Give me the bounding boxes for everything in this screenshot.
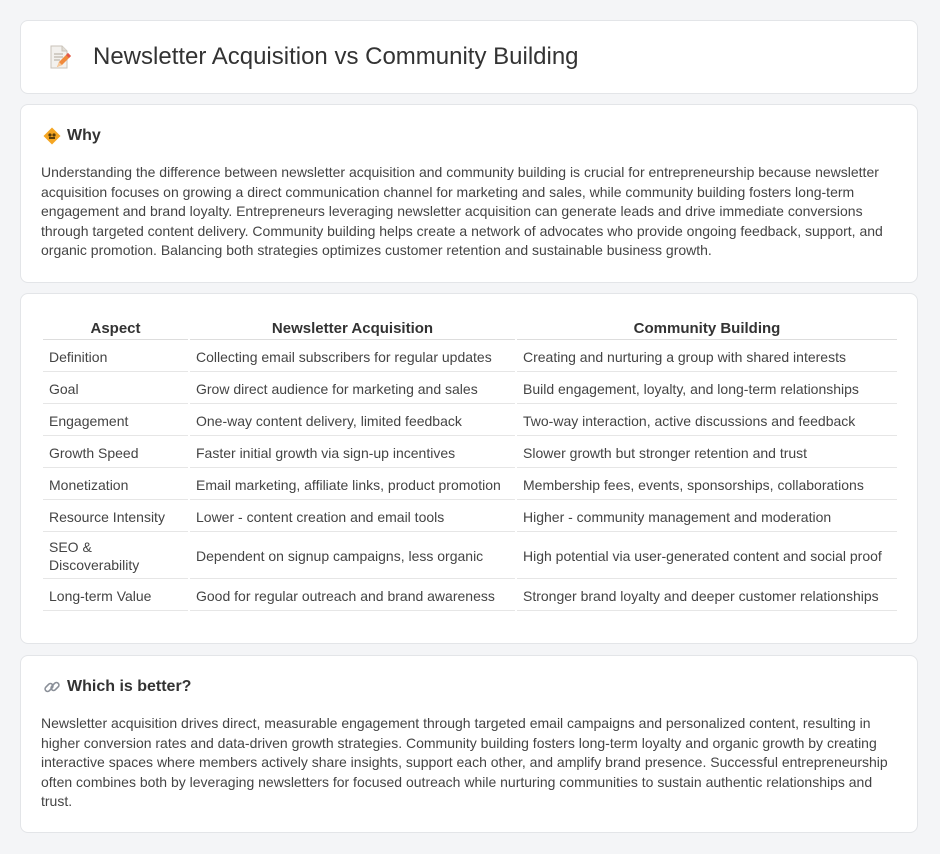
column-header: Community Building (517, 316, 897, 340)
which-better-section (20, 655, 918, 833)
table-cell: Email marketing, affiliate links, product promotion (190, 470, 515, 500)
table-row (43, 374, 897, 404)
table-row (43, 406, 897, 436)
which-better-heading: Which is better? (67, 678, 192, 695)
table-header-row (43, 316, 897, 340)
table-cell: Build engagement, loyalty, and long-term relationships (517, 374, 897, 404)
table-cell: One-way content delivery, limited feedback (190, 406, 515, 436)
table-cell: Growth Speed (43, 438, 188, 468)
table-row (43, 342, 897, 372)
why-heading: Why (67, 127, 101, 144)
table-cell: Stronger brand loyalty and deeper customer relationships (517, 581, 897, 611)
table-cell: Higher - community management and moderation (517, 502, 897, 532)
why-section (20, 104, 918, 283)
table-row (43, 438, 897, 468)
table-cell: Membership fees, events, sponsorships, collaborations (517, 470, 897, 500)
column-header: Aspect (43, 316, 188, 340)
table-cell: Dependent on signup campaigns, less organic (190, 534, 515, 579)
comparison-card (20, 293, 918, 644)
why-paragraph: Understanding the difference between newsletter acquisition and community building is crucial for entrepreneurship because newsletter acquisition focuses on growing a direct communication channel for marketing and sales, while community building fosters long-term engagement and brand loyalty. Entrepreneurs leveraging newsletter acquisition can generate leads and drive immediate conversions through targeted content delivery. Community building helps create a network of advocates who provide ongoing feedback, support, and organic promotion. Balancing both strategies optimizes customer retention and sustainable business growth. (41, 164, 883, 259)
diamond-sign-icon (43, 127, 61, 145)
link-icon (43, 678, 61, 696)
table-cell: Monetization (43, 470, 188, 500)
table-cell: Creating and nurturing a group with shared interests (517, 342, 897, 372)
table-row (43, 581, 897, 611)
title-card (20, 20, 918, 94)
comparison-table (41, 314, 899, 613)
table-cell: Resource Intensity (43, 502, 188, 532)
table-cell: Good for regular outreach and brand awareness (190, 581, 515, 611)
table-row (43, 534, 897, 579)
table-cell: Long-term Value (43, 581, 188, 611)
which-better-paragraph: Newsletter acquisition drives direct, measurable engagement through targeted email campaigns and personalized content, resulting in higher conversion rates and data-driven growth strategies. Community building fosters long-term loyalty and organic growth by creating interactive spaces where members actively share insights, support each other, and amplify brand presence. Successful entrepreneurship often combines both by leveraging newsletters for focused outreach while nurturing communities to sustain authentic relationships and trust. (41, 715, 888, 810)
table-cell: Lower - content creation and email tools (190, 502, 515, 532)
table-cell: Faster initial growth via sign-up incentives (190, 438, 515, 468)
table-cell: Grow direct audience for marketing and sales (190, 374, 515, 404)
table-cell: Definition (43, 342, 188, 372)
table-cell: Engagement (43, 406, 188, 436)
table-cell: High potential via user-generated content and social proof (517, 534, 897, 579)
table-cell: Slower growth but stronger retention and trust (517, 438, 897, 468)
table-cell: SEO & Discoverability (43, 534, 188, 579)
table-cell: Collecting email subscribers for regular updates (190, 342, 515, 372)
table-cell: Two-way interaction, active discussions and feedback (517, 406, 897, 436)
table-cell: Goal (43, 374, 188, 404)
page-title: Newsletter Acquisition vs Community Building (93, 43, 579, 70)
table-row (43, 470, 897, 500)
column-header: Newsletter Acquisition (190, 316, 515, 340)
document-pencil-icon (45, 43, 73, 71)
table-row (43, 502, 897, 532)
